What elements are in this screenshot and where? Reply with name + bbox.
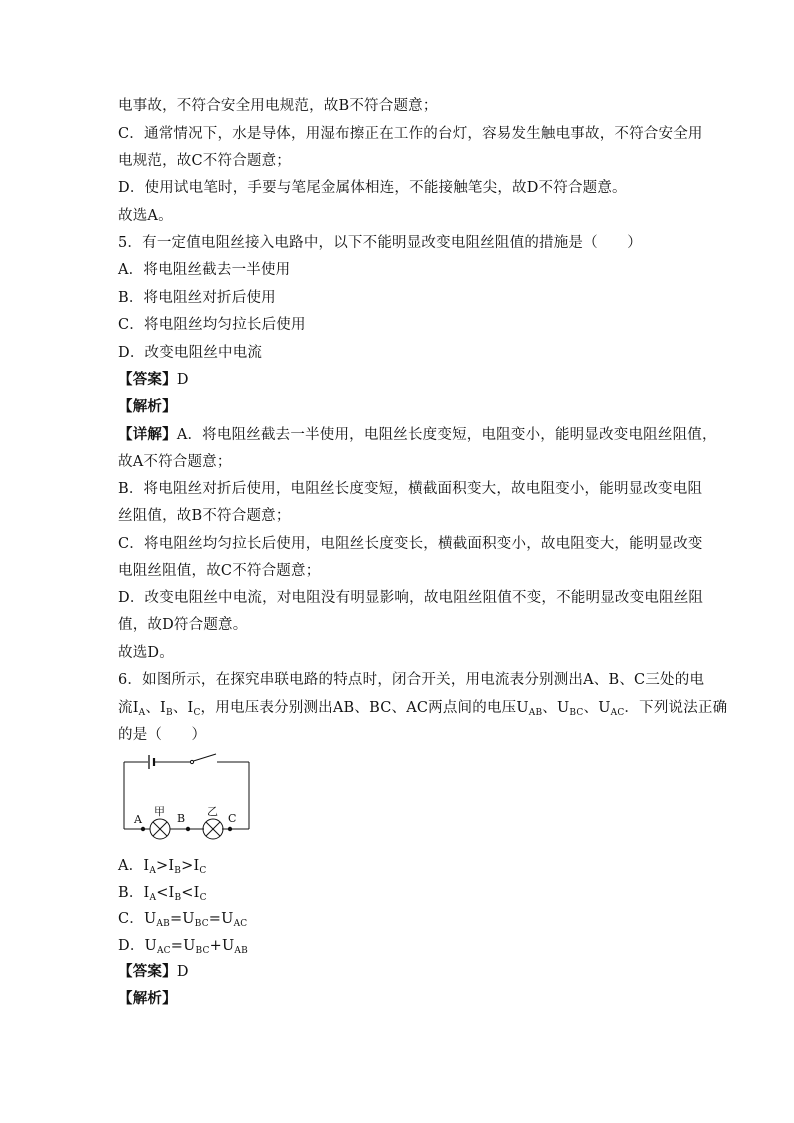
- detail-line: 电阻丝阻值，故C不符合题意；: [118, 563, 321, 579]
- subscript: C: [199, 866, 207, 876]
- detail-line: B．将电阻丝对折后使用，电阻丝长度变短，横截面积变大，故电阻变小，能明显改变电阻: [118, 481, 703, 497]
- detail-line: 故A不符合题意；: [118, 454, 232, 470]
- text-line: C．通常情况下，水是导体，用湿布擦正在工作的台灯，容易发生触电事故，不符合安全用: [118, 126, 703, 142]
- question-5-option-a: A．将电阻丝截去一半使用: [118, 262, 291, 278]
- subscript: AB: [234, 946, 248, 956]
- label-a: A: [134, 813, 142, 826]
- stem-part: ，用电压表分别测出AB、BC、AC两点间的电压U: [200, 700, 529, 716]
- detail-line: 故选D。: [118, 645, 174, 661]
- subscript: C: [193, 708, 201, 718]
- answer-value: D: [176, 372, 189, 388]
- question-6-option-c: [118, 909, 247, 934]
- stem-part: 、I: [145, 700, 166, 716]
- stem-part: 、U: [583, 700, 611, 716]
- subscript: B: [165, 708, 173, 718]
- question-5-option-d: D．改变电阻丝中电流: [118, 345, 263, 361]
- subscript: AB: [156, 919, 170, 929]
- analysis-tag: 【解析】: [118, 398, 177, 415]
- circuit-diagram: [118, 752, 258, 844]
- subscript: B: [174, 893, 182, 903]
- subscript: BC: [195, 946, 210, 956]
- answer-tag: 【答案】: [118, 371, 177, 388]
- node-c-dot: [228, 827, 232, 831]
- option-part: >I: [156, 858, 175, 874]
- detail-line: 值，故D符合题意。: [118, 617, 248, 633]
- label-b: B: [177, 812, 186, 825]
- text-line: 电事故，不符合安全用电规范，故B不符合题意；: [118, 98, 438, 114]
- question-6-option-a: [118, 856, 207, 881]
- subscript: AC: [233, 919, 248, 929]
- answer-6: [118, 962, 189, 982]
- option-part: +U: [209, 938, 235, 954]
- option-part: =U: [170, 938, 196, 954]
- question-5-option-b: B．将电阻丝对折后使用: [118, 290, 276, 306]
- subscript: A: [138, 708, 146, 718]
- question-5-option-c: C．将电阻丝均匀拉长后使用: [118, 317, 306, 333]
- option-part: >I: [181, 858, 200, 874]
- option-part: =U: [169, 911, 195, 927]
- question-6-stem-2: [118, 698, 727, 723]
- option-part: A．I: [118, 858, 150, 874]
- subscript: BC: [569, 708, 584, 718]
- detail-line: D．改变电阻丝中电流，对电阻没有明显影响，故电阻丝阻值不变，不能明显改变电阻丝阻: [118, 590, 704, 606]
- text-line: 故选A。: [118, 208, 173, 224]
- lamp-1-label: 甲: [154, 805, 165, 818]
- answer-value: D: [176, 964, 189, 980]
- question-5-stem: 5．有一定值电阻丝接入电路中，以下不能明显改变电阻丝阻值的措施是（ ）: [118, 235, 642, 251]
- stem-part: 、I: [172, 700, 194, 716]
- question-6-option-d: [118, 936, 248, 961]
- question-6-stem-3: 的是（ ）: [118, 727, 207, 743]
- detail-line: C．将电阻丝均匀拉长后使用，电阻丝长度变长，横截面积变小，故电阻变大，能明显改变: [118, 536, 703, 552]
- switch-pivot: [190, 760, 193, 763]
- subscript: C: [199, 893, 207, 903]
- option-part: D．U: [118, 938, 157, 954]
- stem-part: 、U: [542, 700, 570, 716]
- detail-tag: 【详解】: [118, 426, 177, 443]
- subscript: AC: [156, 946, 171, 956]
- text-line: 电规范，故C不符合题意；: [118, 153, 291, 169]
- answer-5: [118, 370, 189, 390]
- option-part: =U: [208, 911, 234, 927]
- stem-part: ．下列说法正确: [624, 700, 728, 716]
- analysis-tag: 【解析】: [118, 990, 177, 1007]
- option-part: B．I: [118, 885, 150, 901]
- node-a-dot: [141, 827, 145, 831]
- question-6-stem-1: 6．如图所示，在探究串联电路的特点时，闭合开关，用电流表分别测出A、B、C三处的电: [118, 672, 705, 688]
- subscript: B: [174, 866, 182, 876]
- subscript: AC: [610, 708, 625, 718]
- label-c: C: [228, 812, 237, 825]
- subscript: BC: [194, 919, 209, 929]
- node-b-dot: [186, 827, 190, 831]
- detail-text: A．将电阻丝截去一半使用，电阻丝长度变短，电阻变小，能明显改变电阻丝阻值，: [176, 427, 717, 443]
- text-line: D．使用试电笔时，手要与笔尾金属体相连，不能接触笔尖，故D不符合题意。: [118, 180, 627, 196]
- subscript: A: [149, 893, 157, 903]
- answer-tag: 【答案】: [118, 963, 177, 980]
- detail-line: 丝阻值，故B不符合题意；: [118, 508, 291, 524]
- switch-blade: [194, 754, 217, 761]
- stem-part: 流I: [118, 700, 139, 716]
- option-part: <I: [181, 885, 200, 901]
- question-6-option-b: [118, 883, 207, 908]
- lamp-2-label: 乙: [207, 805, 218, 818]
- circuit-svg: [118, 752, 258, 844]
- subscript: A: [149, 866, 157, 876]
- option-part: C．U: [118, 911, 157, 927]
- detail-line: [118, 425, 717, 445]
- subscript: AB: [528, 708, 543, 718]
- option-part: <I: [156, 885, 175, 901]
